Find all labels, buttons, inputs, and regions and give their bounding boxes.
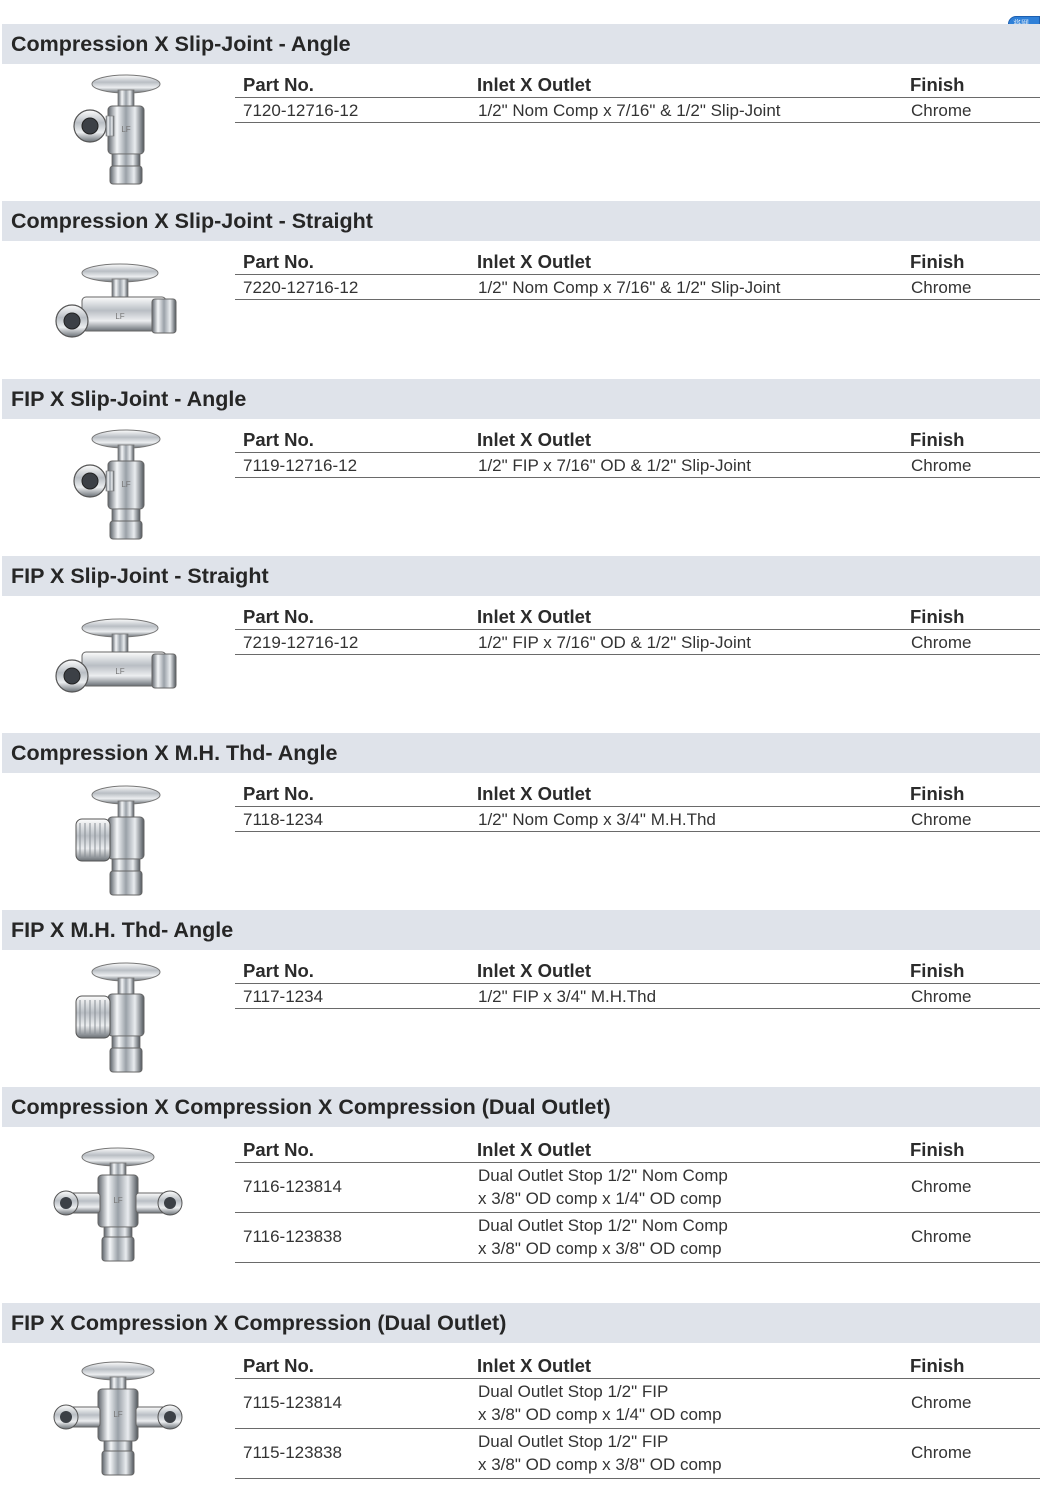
spec-table [235, 429, 1040, 478]
table-row [235, 984, 1040, 1009]
finish: Chrome [911, 1177, 972, 1196]
section-title: Compression X M.H. Thd- Angle [2, 733, 1040, 773]
table-row [235, 630, 1040, 655]
inlet-outlet: 1/2" Nom Comp x 7/16" & 1/2" Slip-Joint [478, 278, 781, 297]
inlet-outlet-line-1: Dual Outlet Stop 1/2" FIP [478, 1382, 669, 1401]
spec-table [235, 1139, 1040, 1263]
section-title: FIP X Compression X Compression (Dual Outlet) [2, 1303, 1040, 1343]
table-header [235, 1139, 1040, 1163]
spec-table [235, 960, 1040, 1009]
header-part-no: Part No. [243, 1355, 314, 1376]
header-inlet-outlet: Inlet X Outlet [477, 251, 592, 272]
hose-thread-angle-valve-icon [48, 958, 188, 1076]
section-title: FIP X M.H. Thd- Angle [2, 910, 1040, 950]
finish: Chrome [911, 1227, 972, 1246]
inlet-outlet: 1/2" FIP x 7/16" OD & 1/2" Slip-Joint [478, 456, 751, 475]
finish: Chrome [911, 456, 972, 475]
header-finish: Finish [910, 783, 965, 804]
dual-outlet-valve-icon [48, 1145, 188, 1263]
table-row [235, 1379, 1040, 1429]
part-number: 7118-1234 [243, 810, 324, 829]
table-header [235, 74, 1040, 98]
finish: Chrome [911, 101, 972, 120]
part-number: 7116-123838 [243, 1227, 342, 1246]
header-finish: Finish [910, 74, 965, 95]
inlet-outlet-line-1: Dual Outlet Stop 1/2" Nom Comp [478, 1216, 728, 1235]
section-title: FIP X Slip-Joint - Straight [2, 556, 1040, 596]
section-title: Compression X Compression X Compression (Dual Outlet) [2, 1087, 1040, 1127]
header-inlet-outlet: Inlet X Outlet [477, 606, 592, 627]
inlet-outlet: 1/2" Nom Comp x 7/16" & 1/2" Slip-Joint [478, 101, 781, 120]
finish: Chrome [911, 278, 972, 297]
angle-stop-valve-icon [48, 425, 188, 543]
dual-outlet-valve-icon [48, 1359, 188, 1477]
table-row [235, 275, 1040, 300]
header-finish: Finish [910, 429, 965, 450]
header-inlet-outlet: Inlet X Outlet [477, 1355, 592, 1376]
table-row [235, 98, 1040, 123]
spec-table [235, 783, 1040, 832]
header-part-no: Part No. [243, 1139, 314, 1160]
header-inlet-outlet: Inlet X Outlet [477, 1139, 592, 1160]
header-finish: Finish [910, 960, 965, 981]
section-title: Compression X Slip-Joint - Straight [2, 201, 1040, 241]
header-inlet-outlet: Inlet X Outlet [477, 783, 592, 804]
table-header [235, 429, 1040, 453]
part-number: 7116-123814 [243, 1177, 342, 1196]
inlet-outlet-line-2: x 3/8" OD comp x 3/8" OD comp [478, 1455, 722, 1474]
part-number: 7115-123838 [243, 1443, 342, 1462]
header-finish: Finish [910, 606, 965, 627]
header-finish: Finish [910, 251, 965, 272]
straight-stop-valve-icon [48, 606, 188, 724]
table-row [235, 1163, 1040, 1213]
table-row [235, 807, 1040, 832]
header-part-no: Part No. [243, 74, 314, 95]
finish: Chrome [911, 633, 972, 652]
header-finish: Finish [910, 1355, 965, 1376]
spec-table [235, 251, 1040, 300]
inlet-outlet: 1/2" FIP x 7/16" OD & 1/2" Slip-Joint [478, 633, 751, 652]
table-row [235, 453, 1040, 478]
header-inlet-outlet: Inlet X Outlet [477, 74, 592, 95]
header-part-no: Part No. [243, 429, 314, 450]
angle-stop-valve-icon [48, 70, 188, 188]
spec-table [235, 606, 1040, 655]
header-inlet-outlet: Inlet X Outlet [477, 429, 592, 450]
spec-table [235, 1355, 1040, 1479]
part-number: 7115-123814 [243, 1393, 342, 1412]
finish: Chrome [911, 1393, 972, 1412]
inlet-outlet-line-2: x 3/8" OD comp x 1/4" OD comp [478, 1405, 722, 1424]
finish: Chrome [911, 1443, 972, 1462]
inlet-outlet: 1/2" FIP x 3/4" M.H.Thd [478, 987, 657, 1006]
table-header [235, 1355, 1040, 1379]
hose-thread-angle-valve-icon [48, 781, 188, 899]
table-header [235, 606, 1040, 630]
finish: Chrome [911, 810, 972, 829]
inlet-outlet-line-2: x 3/8" OD comp x 3/8" OD comp [478, 1239, 722, 1258]
inlet-outlet: 1/2" Nom Comp x 3/4" M.H.Thd [478, 810, 716, 829]
part-number: 7119-12716-12 [243, 456, 358, 475]
spec-table [235, 74, 1040, 123]
inlet-outlet-line-1: Dual Outlet Stop 1/2" Nom Comp [478, 1166, 728, 1185]
part-number: 7117-1234 [243, 987, 324, 1006]
table-header [235, 783, 1040, 807]
header-inlet-outlet: Inlet X Outlet [477, 960, 592, 981]
finish: Chrome [911, 987, 972, 1006]
inlet-outlet-line-1: Dual Outlet Stop 1/2" FIP [478, 1432, 669, 1451]
header-part-no: Part No. [243, 783, 314, 804]
header-finish: Finish [910, 1139, 965, 1160]
section-title: Compression X Slip-Joint - Angle [2, 24, 1040, 64]
section-title: FIP X Slip-Joint - Angle [2, 379, 1040, 419]
table-header [235, 960, 1040, 984]
part-number: 7219-12716-12 [243, 633, 359, 652]
table-row [235, 1429, 1040, 1479]
table-row [235, 1213, 1040, 1263]
header-part-no: Part No. [243, 960, 314, 981]
part-number: 7120-12716-12 [243, 101, 359, 120]
table-header [235, 251, 1040, 275]
header-part-no: Part No. [243, 251, 314, 272]
inlet-outlet-line-2: x 3/8" OD comp x 1/4" OD comp [478, 1189, 722, 1208]
straight-stop-valve-icon [48, 251, 188, 369]
part-number: 7220-12716-12 [243, 278, 359, 297]
header-part-no: Part No. [243, 606, 314, 627]
